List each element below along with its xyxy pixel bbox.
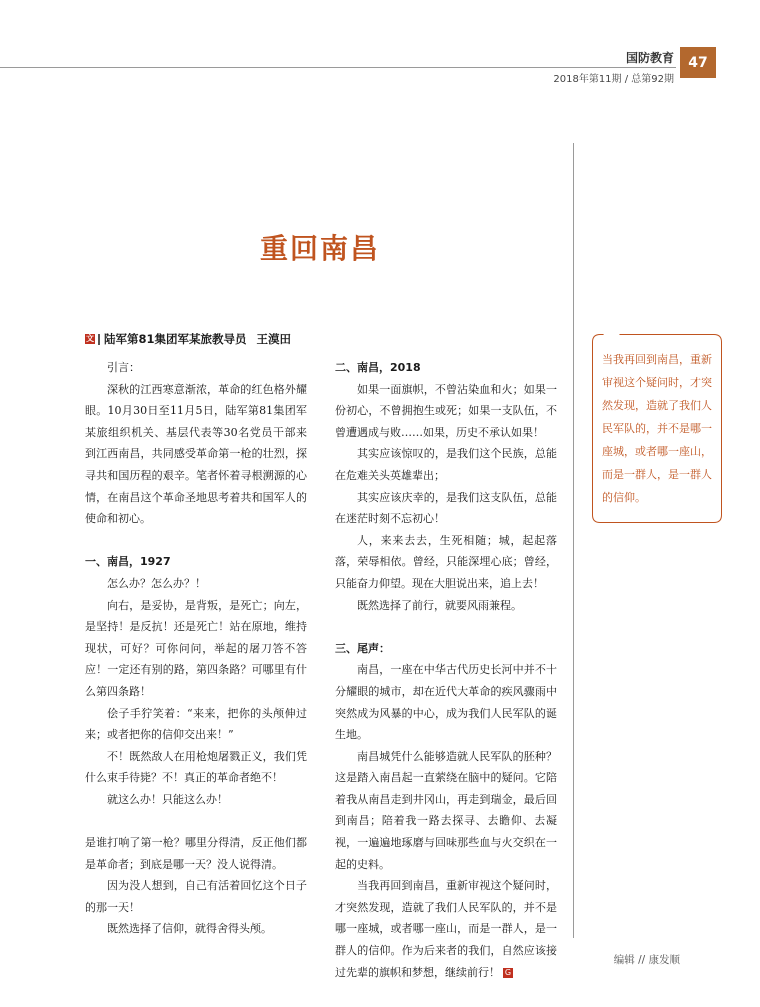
paragraph: 既然选择了信仰，就得舍得头颅。 <box>107 922 272 936</box>
intro-label: 引言： <box>107 361 140 374</box>
paragraph: 不！既然敌人在用枪炮屠戮正义，我们凭什么束手待毙？不！真正的革命者绝不！ <box>85 749 307 785</box>
author-mark-icon: 文 <box>86 334 94 343</box>
paragraph: 因为没人想到，自己有活着回忆这个日子的那一天！ <box>85 879 307 914</box>
article-title: 重回南昌 <box>259 232 380 265</box>
paragraph: 其实应该惊叹的，是我们这个民族，总能在危难关头英雄辈出； <box>335 447 557 482</box>
author-name: 王漠田 <box>256 332 292 346</box>
paragraph-text: 当我再回到南昌，重新审视这个疑问时，才突然发现，造就了我们人民军队的，并不是哪一座城，或者哪一座山，而是一群人，是一群人的信仰。作为后来者的我们，自然应该接过先辈的旗帜和梦想，继续前行！ <box>335 879 557 979</box>
section-heading-2: 二、南昌，2018 <box>335 361 421 374</box>
left-column <box>85 357 307 940</box>
pull-quote-text: 当我再回到南昌，重新审视这个疑问时，才突然发现，造就了我们人民军队的，并不是哪一座城，或者哪一座山，而是一群人，是一群人的信仰。 <box>602 353 712 504</box>
magazine-name: 国防教育 <box>625 51 674 65</box>
header-rule <box>0 67 676 68</box>
paragraph <box>335 875 557 983</box>
intro-paragraph: 深秋的江西寒意渐浓，革命的红色格外耀眼。10月30日至11月5日，陆军第81集团军某旅组织机关、基层代表等30名党员干部来到江西南昌，共同感受革命第一枪的壮烈，探寻共和国历程的艰辛。笔者怀着寻根溯源的心情，在南昌这个革命圣地思考着共和国军人的使命和初心。 <box>85 382 307 526</box>
editor-credit: 编辑 // 康发顺 <box>613 954 680 966</box>
paragraph: 南昌城凭什么能够造就人民军队的胚种？这是踏入南昌起一直萦绕在脑中的疑问。它陪着我从南昌走到井冈山，再走到瑞金，最后回到南昌；陪着我一路去探寻、去瞻仰、去凝视，一遍遍地琢磨与回味那些血与火交织在一起的史料。 <box>335 749 557 871</box>
paragraph: 如果一面旗帜，不曾沾染血和火；如果一份初心，不曾拥抱生或死；如果一支队伍，不曾遭遇成与败……如果，历史不承认如果！ <box>335 382 557 439</box>
paragraph: 向右，是妥协，是背叛，是死亡；向左，是坚持！是反抗！还是死亡！站在原地，维持现状，可好？可你问问，举起的屠刀答不答应！一定还有别的路，第四条路？可哪里有什么第四条路！ <box>85 598 307 698</box>
author-byline <box>85 331 291 347</box>
paragraph: 是谁打响了第一枪？哪里分得清，反正他们都是革命者；到底是哪一天？没人说得清。 <box>85 836 307 871</box>
page-number: 47 <box>680 47 716 78</box>
right-column <box>335 357 557 983</box>
paragraph: 其实应该庆幸的，是我们这支队伍，总能在迷茫时刻不忘初心！ <box>335 490 557 526</box>
spacer <box>85 810 307 832</box>
section-heading-3: 三、尾声： <box>335 641 390 655</box>
paragraph: 就这么办！只能这么办！ <box>107 792 228 806</box>
issue-info: 2018年第11期 / 总第92期 <box>553 74 674 85</box>
paragraph: 侩子手狞笑着：“来来，把你的头颅伸过来；或者把你的信仰交出来！” <box>85 706 307 742</box>
byline-divider <box>98 334 100 345</box>
paragraph: 既然选择了前行，就要风雨兼程。 <box>357 598 522 612</box>
paragraph: 怎么办？怎么办？！ <box>107 576 206 590</box>
paragraph: 南昌，一座在中华古代历史长河中并不十分耀眼的城市，却在近代大革命的疾风骤雨中突然成为风暴的中心，成为我们人民军队的诞生地。 <box>335 663 557 742</box>
end-mark-icon: G <box>504 967 512 977</box>
spacer <box>335 616 557 638</box>
section-heading-1: 一、南昌，1927 <box>85 555 171 569</box>
sidebar-rule <box>573 143 574 938</box>
spacer <box>85 530 307 552</box>
pull-quote-box <box>592 334 722 523</box>
author-unit: 陆军第81集团军某旅教导员 <box>104 332 247 346</box>
paragraph: 人，来来去去，生死相随；城，起起落落，荣辱相依。曾经，只能深埋心底；曾经，只能奋力仰望。现在大胆说出来，追上去！ <box>335 533 557 590</box>
